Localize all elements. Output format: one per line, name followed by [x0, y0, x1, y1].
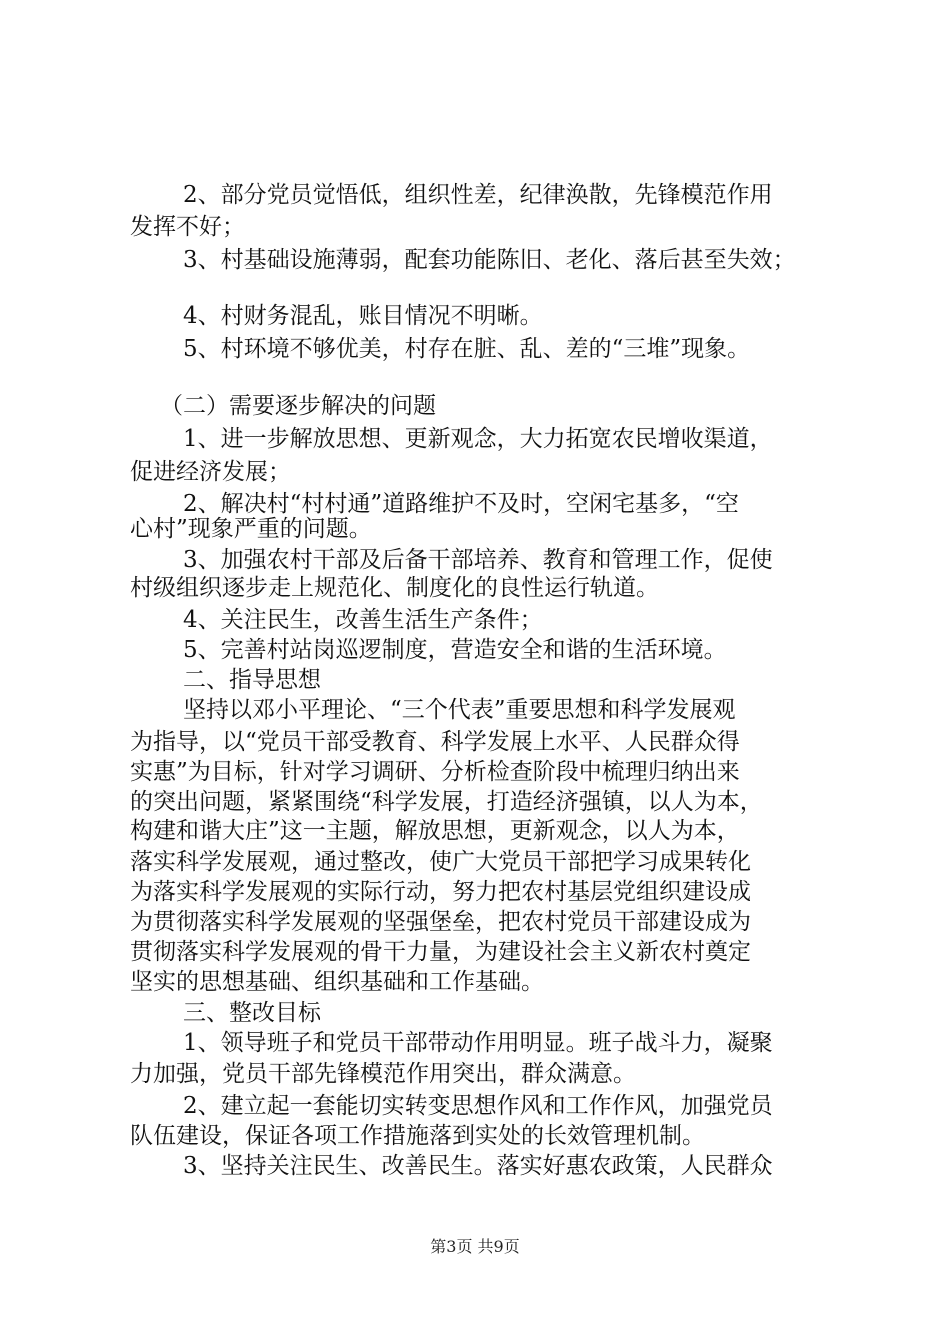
text-line: 坚实的思想基础、组织基础和工作基础。: [130, 969, 544, 995]
text-line: 5、完善村站岗巡逻制度，营造安全和谐的生活环境。: [183, 637, 727, 663]
text-line: 促进经济发展；: [130, 459, 291, 485]
text-line: 3、坚持关注民生、改善民生。落实好惠农政策，人民群众: [183, 1153, 773, 1179]
text-line: 为指导，以“党员干部受教育、科学发展上水平、人民群众得: [130, 729, 740, 755]
text-line: 坚持以邓小平理论、“三个代表”重要思想和科学发展观: [183, 697, 736, 723]
text-line: 1、进一步解放思想、更新观念，大力拓宽农民增收渠道，: [183, 426, 773, 452]
text-line: 1、领导班子和党员干部带动作用明显。班子战斗力，凝聚: [183, 1030, 773, 1056]
text-line: 3、村基础设施薄弱，配套功能陈旧、老化、落后甚至失效；: [183, 247, 796, 273]
text-line: 构建和谐大庄”这一主题，解放思想，更新观念，以人为本，: [130, 818, 740, 844]
section-heading: （二）需要逐步解决的问题: [160, 393, 436, 419]
text-line: 4、村财务混乱，账目情况不明晰。: [183, 303, 543, 329]
text-line: 5、村环境不够优美，村存在脏、乱、差的“三堆”现象。: [183, 336, 751, 362]
text-line: 2、解决村“村村通”道路维护不及时，空闲宅基多，“空: [183, 491, 739, 517]
text-line: 贯彻落实科学发展观的骨干力量，为建设社会主义新农村奠定: [130, 939, 751, 965]
text-line: 2、部分党员觉悟低，组织性差，纪律涣散，先锋模范作用: [183, 182, 773, 208]
text-line: 的突出问题，紧紧围绕“科学发展，打造经济强镇，以人为本，: [130, 789, 763, 815]
text-line: 2、建立起一套能切实转变思想作风和工作作风，加强党员: [183, 1093, 773, 1119]
section-heading: 三、整改目标: [183, 1000, 321, 1026]
text-line: 队伍建设，保证各项工作措施落到实处的长效管理机制。: [130, 1123, 705, 1149]
text-line: 发挥不好；: [130, 214, 245, 240]
section-heading: 二、指导思想: [183, 667, 321, 693]
text-line: 实惠”为目标，针对学习调研、分析检查阶段中梳理归纳出来: [130, 759, 740, 785]
text-line: 村级组织逐步走上规范化、制度化的良性运行轨道。: [130, 575, 659, 601]
page-number-footer: 第3页 共9页: [430, 1237, 520, 1256]
text-line: 力加强，党员干部先锋模范作用突出，群众满意。: [130, 1061, 636, 1087]
text-line: 为贯彻落实科学发展观的坚强堡垒，把农村党员干部建设成为: [130, 909, 751, 935]
text-line: 3、加强农村干部及后备干部培养、教育和管理工作，促使: [183, 547, 773, 573]
text-line: 4、关注民生，改善生活生产条件；: [183, 607, 543, 633]
text-line: 心村”现象严重的问题。: [130, 516, 372, 542]
text-line: 落实科学发展观，通过整改，使广大党员干部把学习成果转化: [130, 849, 751, 875]
text-line: 为落实科学发展观的实际行动，努力把农村基层党组织建设成: [130, 879, 751, 905]
